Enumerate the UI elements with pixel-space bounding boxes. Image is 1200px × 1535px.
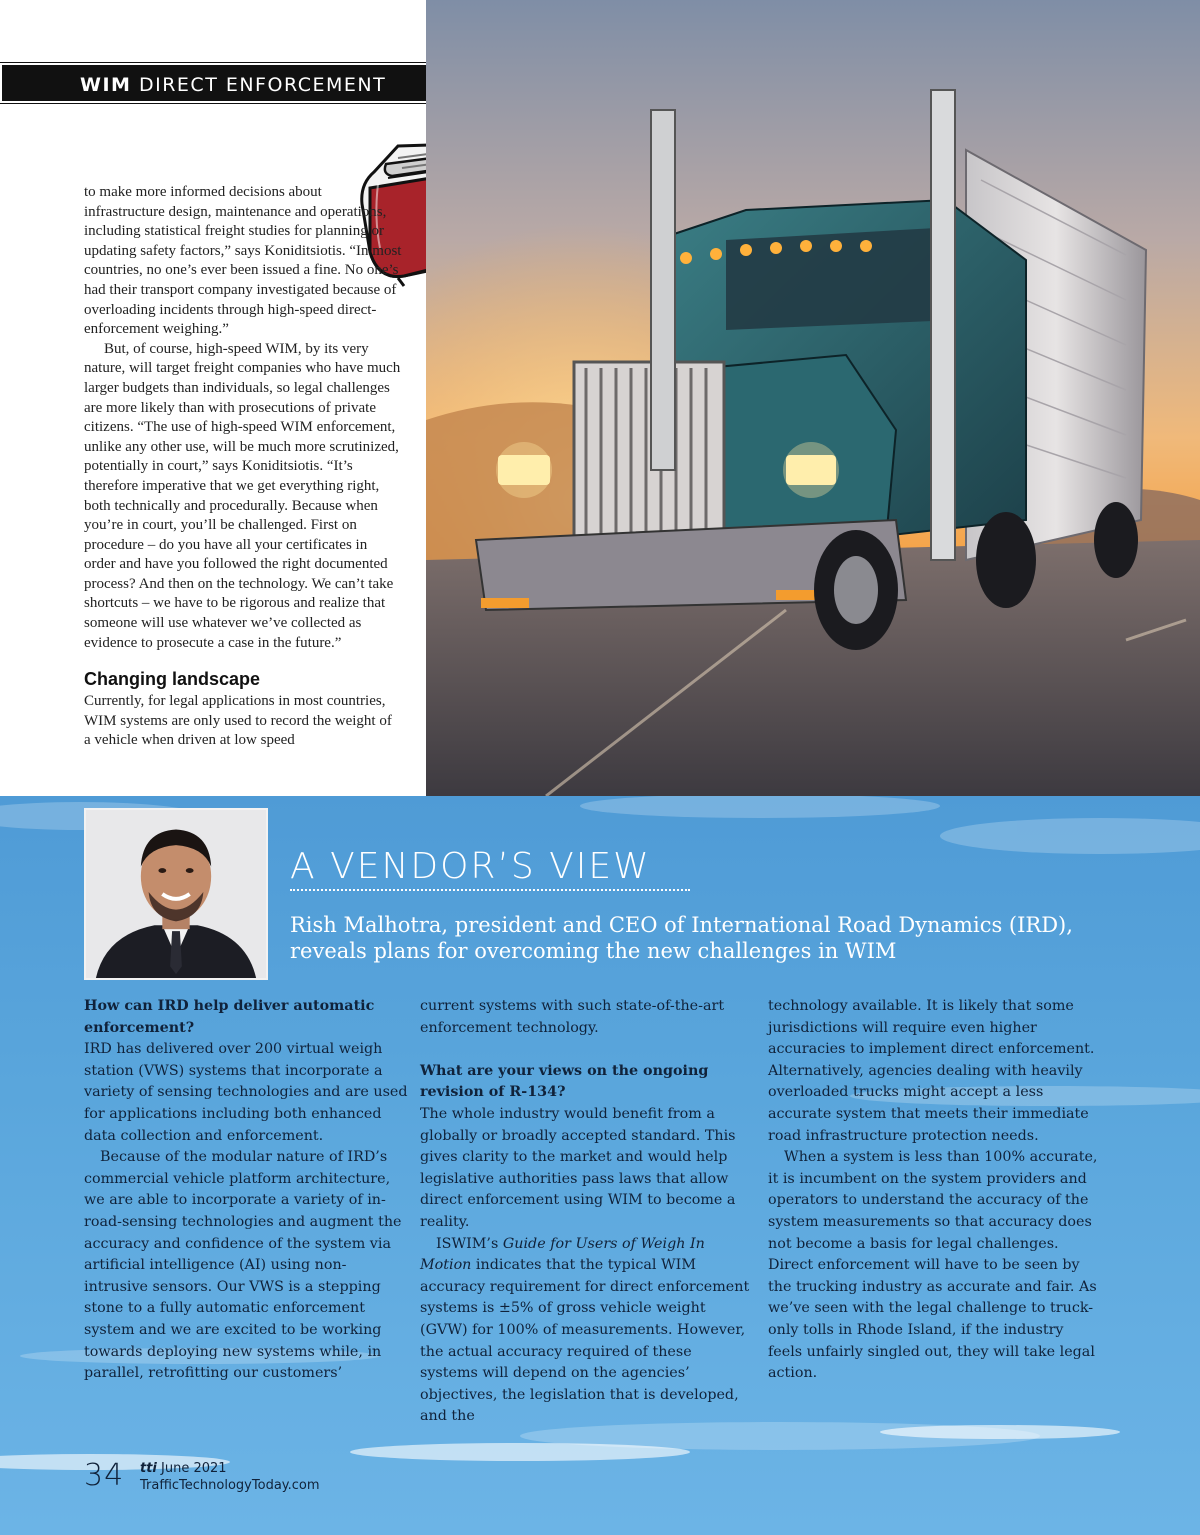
section-tag <box>0 63 444 103</box>
interview-column-1 <box>84 996 409 1385</box>
magazine-issue <box>140 1461 227 1476</box>
interview-column-2 <box>420 996 750 1428</box>
guide-title: Guide for Users of Weigh In Motion <box>420 1235 705 1274</box>
interview-answer: The whole industry would benefit from a globally or broadly accepted standard. This gives clarity to the market and would help legislative authorities pass laws that allow direct enforcement using WIM to become a reality. <box>420 1105 736 1230</box>
article-paragraph: to make more informed decisions about infrastructure design, maintenance and operations, including statistical freight studies for planning or updating safety factors,” says Koniditsiotis. “In most countries, no one’s ever been issued a fine. No one’s had their transport company investigated because of overloading incidents through high-speed direct-enforcement weighing.” <box>84 184 402 338</box>
section-tag-light: DIRECT ENFORCEMENT <box>138 74 387 96</box>
interview-question: What are your views on the ongoing revision of R-134? <box>420 1062 709 1101</box>
magazine-logo: tti <box>140 1461 157 1476</box>
vendor-section <box>0 796 1200 1535</box>
interview-answer: When a system is less than 100% accurate, it is incumbent on the system providers and operators to understand the accuracy of the system measurements so that accuracy does not become a basis for legal challenges. Direct enforcement will have to be seen by the trucking industry as accurate and fair. As we’ve seen with the legal challenge to truck-only tolls in Rhode Island, if the industry feels unfairly singled out, they will take legal action. <box>768 1149 1098 1382</box>
interview-answer: technology available. It is likely that some jurisdictions will require even higher accuracies to implement direct enforcement. Alternatively, agencies dealing with heavily overloaded trucks might accept a less accurate system that meets their immediate road infrastructure protection needs. <box>768 998 1095 1144</box>
article-paragraph: But, of course, high-speed WIM, by its very nature, will target freight companies who have much larger budgets than individuals, so legal challenges are more likely than with prosecutions of private citizens. “The use of high-speed WIM enforcement, unlike any other use, will be much more scrutinized, potentially in court,” says Koniditsiotis. “It’s therefore imperative that we get everything right, both technically and procedurally. Because when you’re in court, you’ll be challenged. First on procedure – do you have all your certificates in order and have you followed the right documented process? And then on the technology. We can’t take shortcuts – we have to be rigorous and realize that someone will use whatever we’ve collected as evidence to prosecute a case in the future.” <box>84 340 401 651</box>
interview-answer: IRD has delivered over 200 virtual weigh station (VWS) systems that incorporate a variety of sensing technologies and are used for applications including both enhanced data collection and enforcement. <box>84 1041 408 1144</box>
section-tag-bold: WIM <box>80 74 132 96</box>
article-column <box>84 183 402 751</box>
page-number: 34 <box>84 1458 125 1493</box>
interview-column-3 <box>768 996 1098 1385</box>
interview-answer: current systems with such state-of-the-art enforcement technology. <box>420 998 725 1036</box>
subheading: Changing landscape <box>84 669 261 690</box>
truck-photo <box>426 0 1200 796</box>
issue-date: June 2021 <box>161 1461 227 1476</box>
interview-answer <box>420 1234 750 1428</box>
article-paragraph: Currently, for legal applications in most countries, WIM systems are only used to record the weight of a vehicle when driven at low speed <box>84 693 392 749</box>
interview-question: How can IRD help deliver automatic enforcement? <box>84 998 375 1036</box>
vendor-title: A VENDOR’S VIEW <box>290 846 690 891</box>
answer-text: indicates that the typical WIM accuracy requirement for direct enforcement systems is ±5% of gross vehicle weight (GVW) for 100% of measurements. However, the actual accuracy required of these systems will depend on the agencies’ objectives, the legislation that is developed, and the <box>420 1257 750 1425</box>
portrait-photo <box>84 808 268 980</box>
website: TrafficTechnologyToday.com <box>140 1478 320 1493</box>
answer-text: ISWIM’s <box>436 1235 503 1252</box>
vendor-subtitle: Rish Malhotra, president and CEO of International Road Dynamics (IRD), reveals plans for overcoming the new challenges in WIM <box>290 913 1073 963</box>
interview-answer: Because of the modular nature of IRD’s commercial vehicle platform architecture, we are able to incorporate a variety of in-road-sensing technologies and augment the accuracy and confidence of the system via artificial intelligence (AI) using non-intrusive sensors. Our VWS is a stepping stone to a fully automatic enforcement system and we are excited to be working towards deploying new systems while, in parallel, retrofitting our customers’ <box>84 1149 402 1382</box>
